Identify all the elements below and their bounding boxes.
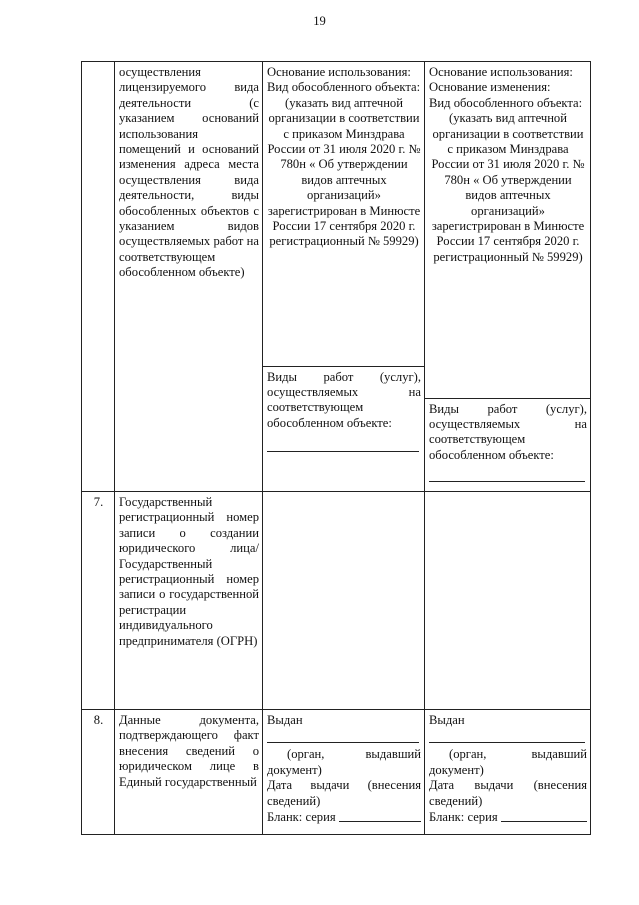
usage-basis-label: Основание использования: — [267, 65, 411, 79]
object-type-label: Вид обособленного объекта: — [267, 80, 421, 95]
works-input-line[interactable] — [429, 467, 585, 482]
issued-label: Выдан — [429, 713, 465, 727]
document-current-cell — [263, 710, 425, 835]
row-number: 8. — [82, 710, 115, 835]
organ-hint: (орган, выдавший документ) — [429, 747, 587, 777]
works-label: Виды работ (услуг), осуществляемых на соответствующем обособленном объекте: — [429, 401, 587, 462]
works-label: Виды работ (услуг), осуществляемых на соответствующем обособленном объекте: — [267, 369, 421, 430]
organ-hint: (орган, выдавший документ) — [267, 747, 421, 777]
object-type-instructions: (указать вид аптечной организации в соответствии с приказом Минздрава России от 31 июля 2020 г. № 780н « Об утверждении видов аптечных организаций» зарегистрирован в Минюсте России 17 сентября 2020 г. регистрационный № 59929) — [431, 111, 585, 264]
row-number: 7. — [82, 492, 115, 710]
object-type-instructions: (указать вид аптечной организации в соответствии с приказом Минздрава России от 31 июля 2020 г. № 780н « Об утверждении видов аптечных организаций» зарегистрирован в Минюсте России 17 сентября 2020 г. регистрационный № 59929) — [267, 95, 421, 249]
table-row — [82, 710, 591, 835]
works-input-line[interactable] — [267, 437, 419, 452]
ogrn-changed-cell[interactable] — [425, 492, 591, 710]
issued-by-input-line[interactable] — [429, 728, 585, 743]
row-description: Данные документа, подтверждающего факт внесения сведений о юридическом лице в Единый государственный — [115, 710, 263, 835]
issue-date-label: Дата выдачи (внесения сведений) — [429, 778, 587, 808]
issue-date-label: Дата выдачи (внесения сведений) — [267, 778, 421, 808]
blank-series-label: Бланк: серия — [267, 809, 336, 824]
ogrn-current-cell[interactable] — [263, 492, 425, 710]
issued-by-input-line[interactable] — [267, 728, 419, 743]
usage-basis-label: Основание использования: — [429, 65, 573, 79]
blank-series-input-line[interactable] — [501, 809, 587, 822]
table-row — [82, 62, 591, 492]
issued-label: Выдан — [267, 713, 303, 727]
blank-series-label: Бланк: серия — [429, 809, 498, 824]
table-row — [82, 492, 591, 710]
row-description: Государственный регистрационный номер записи о создании юридического лица/ Государственный регистрационный номер записи о государственной регистрации индивидуального предпринимателя (ОГРН) — [115, 492, 263, 710]
change-basis-label: Основание изменения: — [429, 80, 551, 95]
form-table — [81, 61, 591, 835]
row-number-cell — [82, 62, 115, 492]
blank-series-input-line[interactable] — [339, 809, 421, 822]
row-description: осуществления лицензируемого вида деятельности (с указанием оснований использования помещений и оснований изменения адреса места осуществления вида деятельности, виды обособленных объектов с указанием видов осуществляемых работ на соответствующем обособленном объекте) — [115, 62, 263, 492]
page-number: 19 — [313, 14, 326, 28]
document-changed-cell — [425, 710, 591, 835]
current-info-cell — [263, 62, 425, 492]
object-type-label: Вид обособленного объекта: — [429, 95, 583, 110]
changed-info-cell — [425, 62, 591, 492]
